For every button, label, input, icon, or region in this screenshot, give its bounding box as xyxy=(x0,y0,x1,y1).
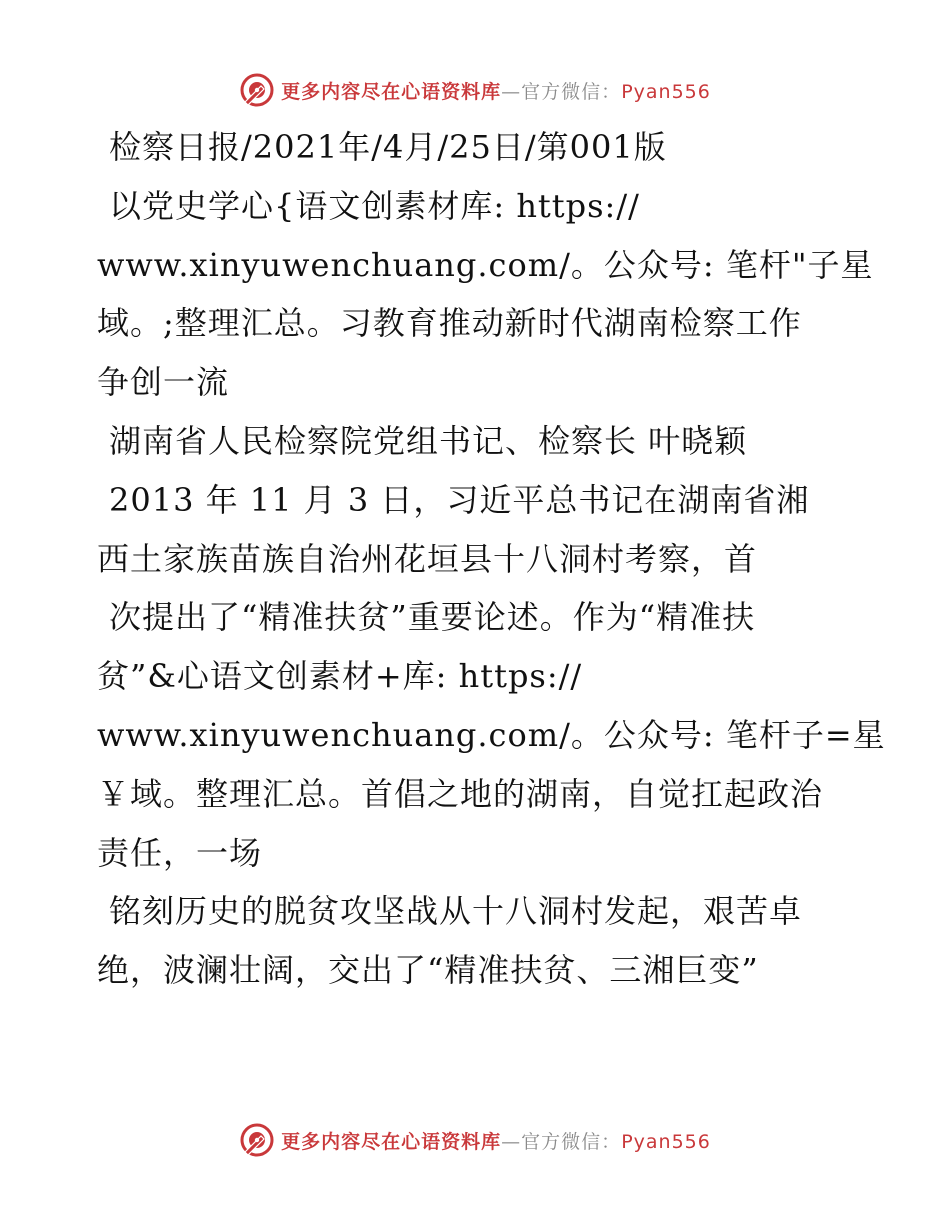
banner-title: 更多内容尽在心语资料库 xyxy=(281,80,502,103)
banner-text xyxy=(281,1127,711,1154)
banner-wechat-id: Pyan556 xyxy=(621,80,711,103)
text-line: 2013 年 11 月 3 日，习近平总书记在湖南省湘 xyxy=(109,480,810,519)
text-line: www.xinyuwenchuang.com/。公众号: 笔杆"子星 xyxy=(97,245,874,284)
text-line: ￥域。整理汇总。首倡之地的湖南，自觉扛起政治 xyxy=(97,774,824,813)
text-line: 贫”&心语文创素材+库: https:// xyxy=(97,657,583,696)
footer-banner xyxy=(0,1120,950,1160)
text-line: 检察日报/2021年/4月/25日/第001版 xyxy=(109,128,667,166)
header-banner xyxy=(0,70,950,110)
text-line: www.xinyuwenchuang.com/。公众号: 笔杆子=星 xyxy=(97,715,886,754)
banner-title: 更多内容尽在心语资料库 xyxy=(281,1130,502,1153)
paragraph-source xyxy=(97,118,867,177)
banner-official-label: 官方微信： xyxy=(521,1130,622,1153)
paragraph-author xyxy=(97,412,867,471)
banner-separator: — xyxy=(501,80,522,103)
banner-text xyxy=(281,77,711,104)
banner-official-label: 官方微信： xyxy=(521,80,622,103)
pen-nib-circle-icon xyxy=(239,72,275,108)
text-line: 责任，一场 xyxy=(97,833,263,872)
paragraph-title xyxy=(97,177,874,412)
text-line: 绝，波澜壮阔，交出了“精准扶贫、三湘巨变” xyxy=(97,951,759,990)
text-line: 争创一流 xyxy=(97,363,230,402)
paragraph-body-1 xyxy=(97,471,867,589)
paragraph-body-2 xyxy=(97,588,886,882)
text-line: 铭刻历史的脱贫攻坚战从十八洞村发起，艰苦卓 xyxy=(109,892,803,931)
text-line: 西土家族苗族自治州花垣县十八洞村考察，首 xyxy=(97,539,758,578)
text-line: 湖南省人民检察院党组书记、检察长 叶晓颖 xyxy=(109,421,748,460)
banner-separator: — xyxy=(501,1130,522,1153)
paragraph-body-3 xyxy=(97,882,867,1000)
text-line: 域。;整理汇总。习教育推动新时代湖南检察工作 xyxy=(97,304,802,343)
document-body xyxy=(97,118,886,1000)
text-line: 次提出了“精准扶贫”重要论述。作为“精准扶 xyxy=(109,598,756,637)
pen-nib-circle-icon xyxy=(239,1122,275,1158)
banner-wechat-id: Pyan556 xyxy=(621,1130,711,1153)
text-line: 以党史学心{语文创素材库: https:// xyxy=(109,186,640,225)
